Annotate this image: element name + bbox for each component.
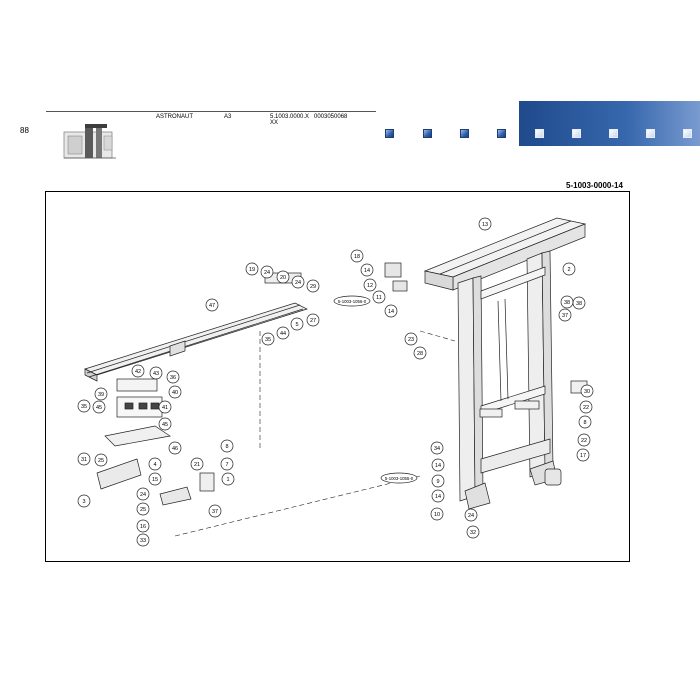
callout-16	[137, 520, 149, 532]
callout-label: 14	[363, 268, 371, 274]
callout-1	[222, 473, 234, 485]
callout-label: 30	[583, 389, 591, 395]
callout-label: 35	[264, 337, 272, 343]
assembly-label	[381, 473, 417, 483]
callout-label: 1	[226, 477, 230, 483]
callout-label: 13	[481, 222, 489, 228]
callout-label: 39	[97, 392, 105, 398]
callout-22	[580, 401, 592, 413]
callout-38	[561, 296, 573, 308]
callout-label: 3	[82, 499, 86, 505]
assembly-label-layer	[334, 296, 417, 483]
nav-square-1	[385, 129, 394, 138]
callout-27	[307, 314, 319, 326]
callout-label: 12	[366, 283, 374, 289]
header-color-band	[519, 101, 700, 146]
callout-18	[351, 250, 363, 262]
callout-label: 4	[153, 462, 157, 468]
callout-12	[364, 279, 376, 291]
callout-36	[167, 371, 179, 383]
callout-label: 16	[139, 524, 147, 530]
callout-label: 43	[152, 371, 160, 377]
callout-38	[573, 297, 585, 309]
callout-8	[221, 440, 233, 452]
callout-label: 44	[279, 331, 287, 337]
callout-label: 22	[580, 438, 588, 444]
callout-5	[291, 318, 303, 330]
callout-14	[432, 490, 444, 502]
callout-label: 24	[139, 492, 147, 498]
callout-30	[581, 385, 593, 397]
header-part-ref-suffix: XX	[270, 120, 279, 126]
top-beam	[425, 218, 585, 290]
callout-label: 46	[171, 446, 179, 452]
callout-label: 22	[582, 405, 590, 411]
callout-label: 14	[434, 463, 442, 469]
nav-square-7	[609, 129, 618, 138]
callout-44	[277, 327, 289, 339]
callout-label: 23	[407, 337, 415, 343]
header-rule	[46, 111, 376, 112]
callout-41	[159, 401, 171, 413]
callout-35	[262, 333, 274, 345]
callout-label: 2	[567, 267, 571, 273]
callout-39	[95, 388, 107, 400]
callout-29	[307, 280, 319, 292]
callout-label: 27	[309, 318, 317, 324]
callout-25	[95, 454, 107, 466]
header-model: ASTRONAUT	[156, 114, 194, 120]
callout-label: 37	[561, 313, 569, 319]
callout-label: 37	[211, 509, 219, 515]
callout-14	[385, 305, 397, 317]
callout-37	[559, 309, 571, 321]
callout-37	[209, 505, 221, 517]
nav-square-9	[683, 129, 692, 138]
callout-14	[432, 459, 444, 471]
callout-label: 36	[169, 375, 177, 381]
callout-label: 34	[433, 446, 441, 452]
callout-45	[159, 418, 171, 430]
callout-15	[149, 473, 161, 485]
callout-40	[169, 386, 181, 398]
nav-square-2	[423, 129, 432, 138]
frame-uprights	[458, 251, 590, 509]
callout-label: 10	[433, 512, 441, 518]
callout-2	[563, 263, 575, 275]
callout-label: 21	[193, 462, 201, 468]
callout-28	[414, 347, 426, 359]
header-serial: 0003050068	[314, 114, 348, 120]
callout-24	[465, 509, 477, 521]
callout-label: 17	[579, 453, 587, 459]
callout-label: 7	[225, 462, 229, 468]
callout-35	[78, 400, 90, 412]
assembly-label-text: 5-1003-1055-0	[384, 475, 414, 481]
callout-10	[431, 508, 443, 520]
callout-label: 25	[97, 458, 105, 464]
callout-label: 38	[563, 300, 571, 306]
callout-label: 24	[263, 270, 271, 276]
callout-20	[277, 271, 289, 283]
drawing-code: 5-1003-0000-14	[566, 181, 623, 190]
callout-31	[78, 453, 90, 465]
callout-23	[405, 333, 417, 345]
callout-label: 29	[309, 284, 317, 290]
callout-label: 5	[295, 322, 299, 328]
callout-17	[577, 449, 589, 461]
assembly-label-text: 5-1003-1056-0	[337, 298, 367, 304]
nav-square-5	[535, 129, 544, 138]
callout-45	[93, 401, 105, 413]
callout-label: 9	[436, 479, 440, 485]
callout-label: 25	[139, 507, 147, 513]
callout-46	[169, 442, 181, 454]
callout-label: 45	[95, 405, 103, 411]
callout-21	[191, 458, 203, 470]
callout-label: 15	[151, 477, 159, 483]
callout-label: 45	[161, 422, 169, 428]
callout-24	[292, 276, 304, 288]
callout-label: 33	[139, 538, 147, 544]
callout-label: 18	[353, 254, 361, 260]
machine-thumbnail	[58, 118, 122, 164]
callout-25	[137, 503, 149, 515]
callout-label: 28	[416, 351, 424, 357]
callout-label: 41	[161, 405, 169, 411]
callout-label: 11	[376, 295, 382, 301]
callout-34	[431, 442, 443, 454]
callout-42	[132, 365, 144, 377]
callout-label: 47	[208, 303, 216, 309]
callout-33	[137, 534, 149, 546]
nav-square-6	[572, 129, 581, 138]
callout-22	[578, 434, 590, 446]
horizontal-rail	[85, 303, 307, 381]
assembly-label	[334, 296, 370, 306]
callout-8	[579, 416, 591, 428]
callout-label: 14	[434, 494, 442, 500]
nav-square-3	[460, 129, 469, 138]
callout-3	[78, 495, 90, 507]
callout-9	[432, 475, 444, 487]
callout-11	[373, 291, 385, 303]
callout-label: 38	[575, 301, 583, 307]
callout-47	[206, 299, 218, 311]
callout-label: 19	[248, 267, 256, 273]
callout-label: 40	[171, 390, 179, 396]
exploded-parts-drawing	[45, 191, 630, 562]
callout-43	[150, 367, 162, 379]
callout-label: 42	[134, 369, 142, 375]
callout-label: 31	[80, 457, 88, 463]
nav-square-4	[497, 129, 506, 138]
page-number: 88	[20, 126, 29, 135]
header-format: A3	[224, 114, 232, 120]
callout-14	[361, 264, 373, 276]
callout-4	[149, 458, 161, 470]
callout-label: 24	[294, 280, 302, 286]
callout-label: 8	[225, 444, 229, 450]
callout-label: 20	[279, 275, 287, 281]
callout-32	[467, 526, 479, 538]
nav-square-8	[646, 129, 655, 138]
header-part-ref: 5.1003.0000.X	[270, 114, 310, 120]
callout-label: 35	[80, 404, 88, 410]
callout-7	[221, 458, 233, 470]
callout-label: 8	[583, 420, 587, 426]
callout-24	[261, 266, 273, 278]
callout-label: 24	[467, 513, 475, 519]
callout-label: 32	[469, 530, 477, 536]
callout-24	[137, 488, 149, 500]
callout-13	[479, 218, 491, 230]
callout-19	[246, 263, 258, 275]
callout-label: 14	[387, 309, 395, 315]
